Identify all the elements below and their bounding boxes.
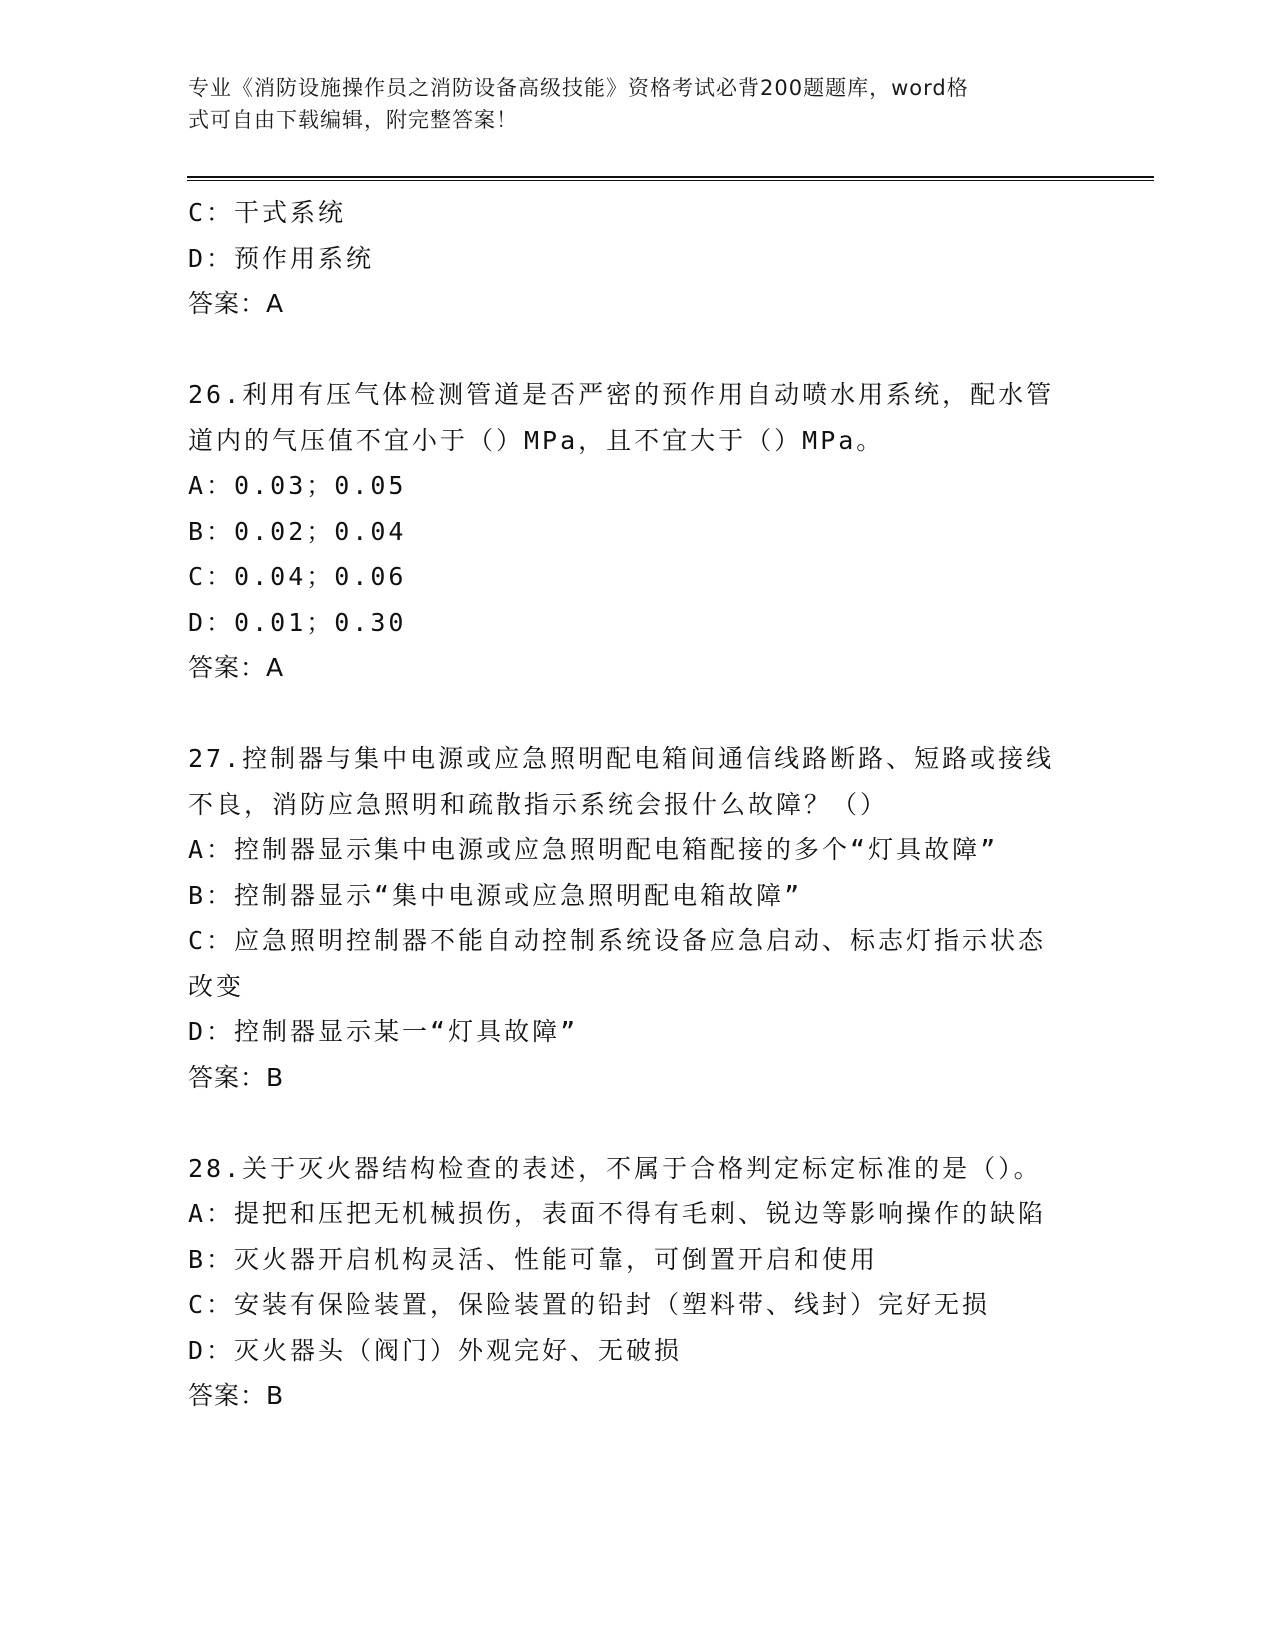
option-b: B：灭火器开启机构灵活、性能可靠，可倒置开启和使用	[188, 1244, 879, 1274]
question-stem: 28.关于灭火器结构检查的表述，不属于合格判定标定标准的是（）。	[188, 1153, 1042, 1183]
document-header	[188, 72, 1068, 136]
previous-question-tail	[188, 190, 1088, 327]
question-stem: 道内的气压值不宜小于（）MPa，且不宜大于（）MPa。	[188, 425, 885, 455]
header-divider	[187, 176, 1154, 181]
option-a: A：0.03；0.05	[188, 471, 407, 500]
option-d: D：灭火器头（阀门）外观完好、无破损	[188, 1335, 683, 1365]
answer-line: 答案：B	[188, 1381, 285, 1410]
option-c: C：0.04；0.06	[188, 562, 407, 591]
option-c: C：干式系统	[188, 198, 347, 227]
question-28	[188, 1146, 1088, 1419]
question-stem: 27.控制器与集中电源或应急照明配电箱间通信线路断路、短路或接线	[188, 744, 1055, 773]
answer-line: 答案：A	[188, 653, 285, 682]
header-line: 式可自由下载编辑，附完整答案！	[188, 108, 518, 132]
question-27	[188, 736, 1088, 1100]
question-stem: 26.利用有压气体检测管道是否严密的预作用自动喷水用系统，配水管	[188, 380, 1055, 409]
option-d: D：0.01；0.30	[188, 607, 407, 637]
option-a: A：提把和压把无机械损伤，表面不得有毛刺、锐边等影响操作的缺陷	[188, 1199, 1047, 1228]
option-a: A：控制器显示集中电源或应急照明配电箱配接的多个“灯具故障”	[188, 835, 999, 864]
question-26	[188, 372, 1088, 691]
option-d: D：控制器显示某一“灯具故障”	[188, 1017, 579, 1046]
answer-line: 答案：A	[188, 289, 285, 318]
spacer	[188, 691, 1088, 737]
header-line: 专业《消防设施操作员之消防设备高级技能》资格考试必背200题题库，word格	[188, 76, 969, 100]
option-b: B：0.02；0.04	[188, 516, 407, 546]
spacer	[188, 327, 1088, 373]
option-c-continued: 改变	[188, 971, 245, 1001]
answer-line: 答案：B	[188, 1062, 285, 1092]
option-d: D：预作用系统	[188, 243, 375, 273]
question-list	[188, 190, 1088, 1419]
option-c: C：安装有保险装置，保险装置的铅封（塑料带、线封）完好无损	[188, 1290, 991, 1319]
question-stem: 不良，消防应急照明和疏散指示系统会报什么故障？（）	[188, 789, 889, 819]
option-c: C：应急照明控制器不能自动控制系统设备应急启动、标志灯指示状态	[188, 926, 1047, 955]
option-b: B：控制器显示“集中电源或应急照明配电箱故障”	[188, 880, 803, 910]
spacer	[188, 1100, 1088, 1146]
